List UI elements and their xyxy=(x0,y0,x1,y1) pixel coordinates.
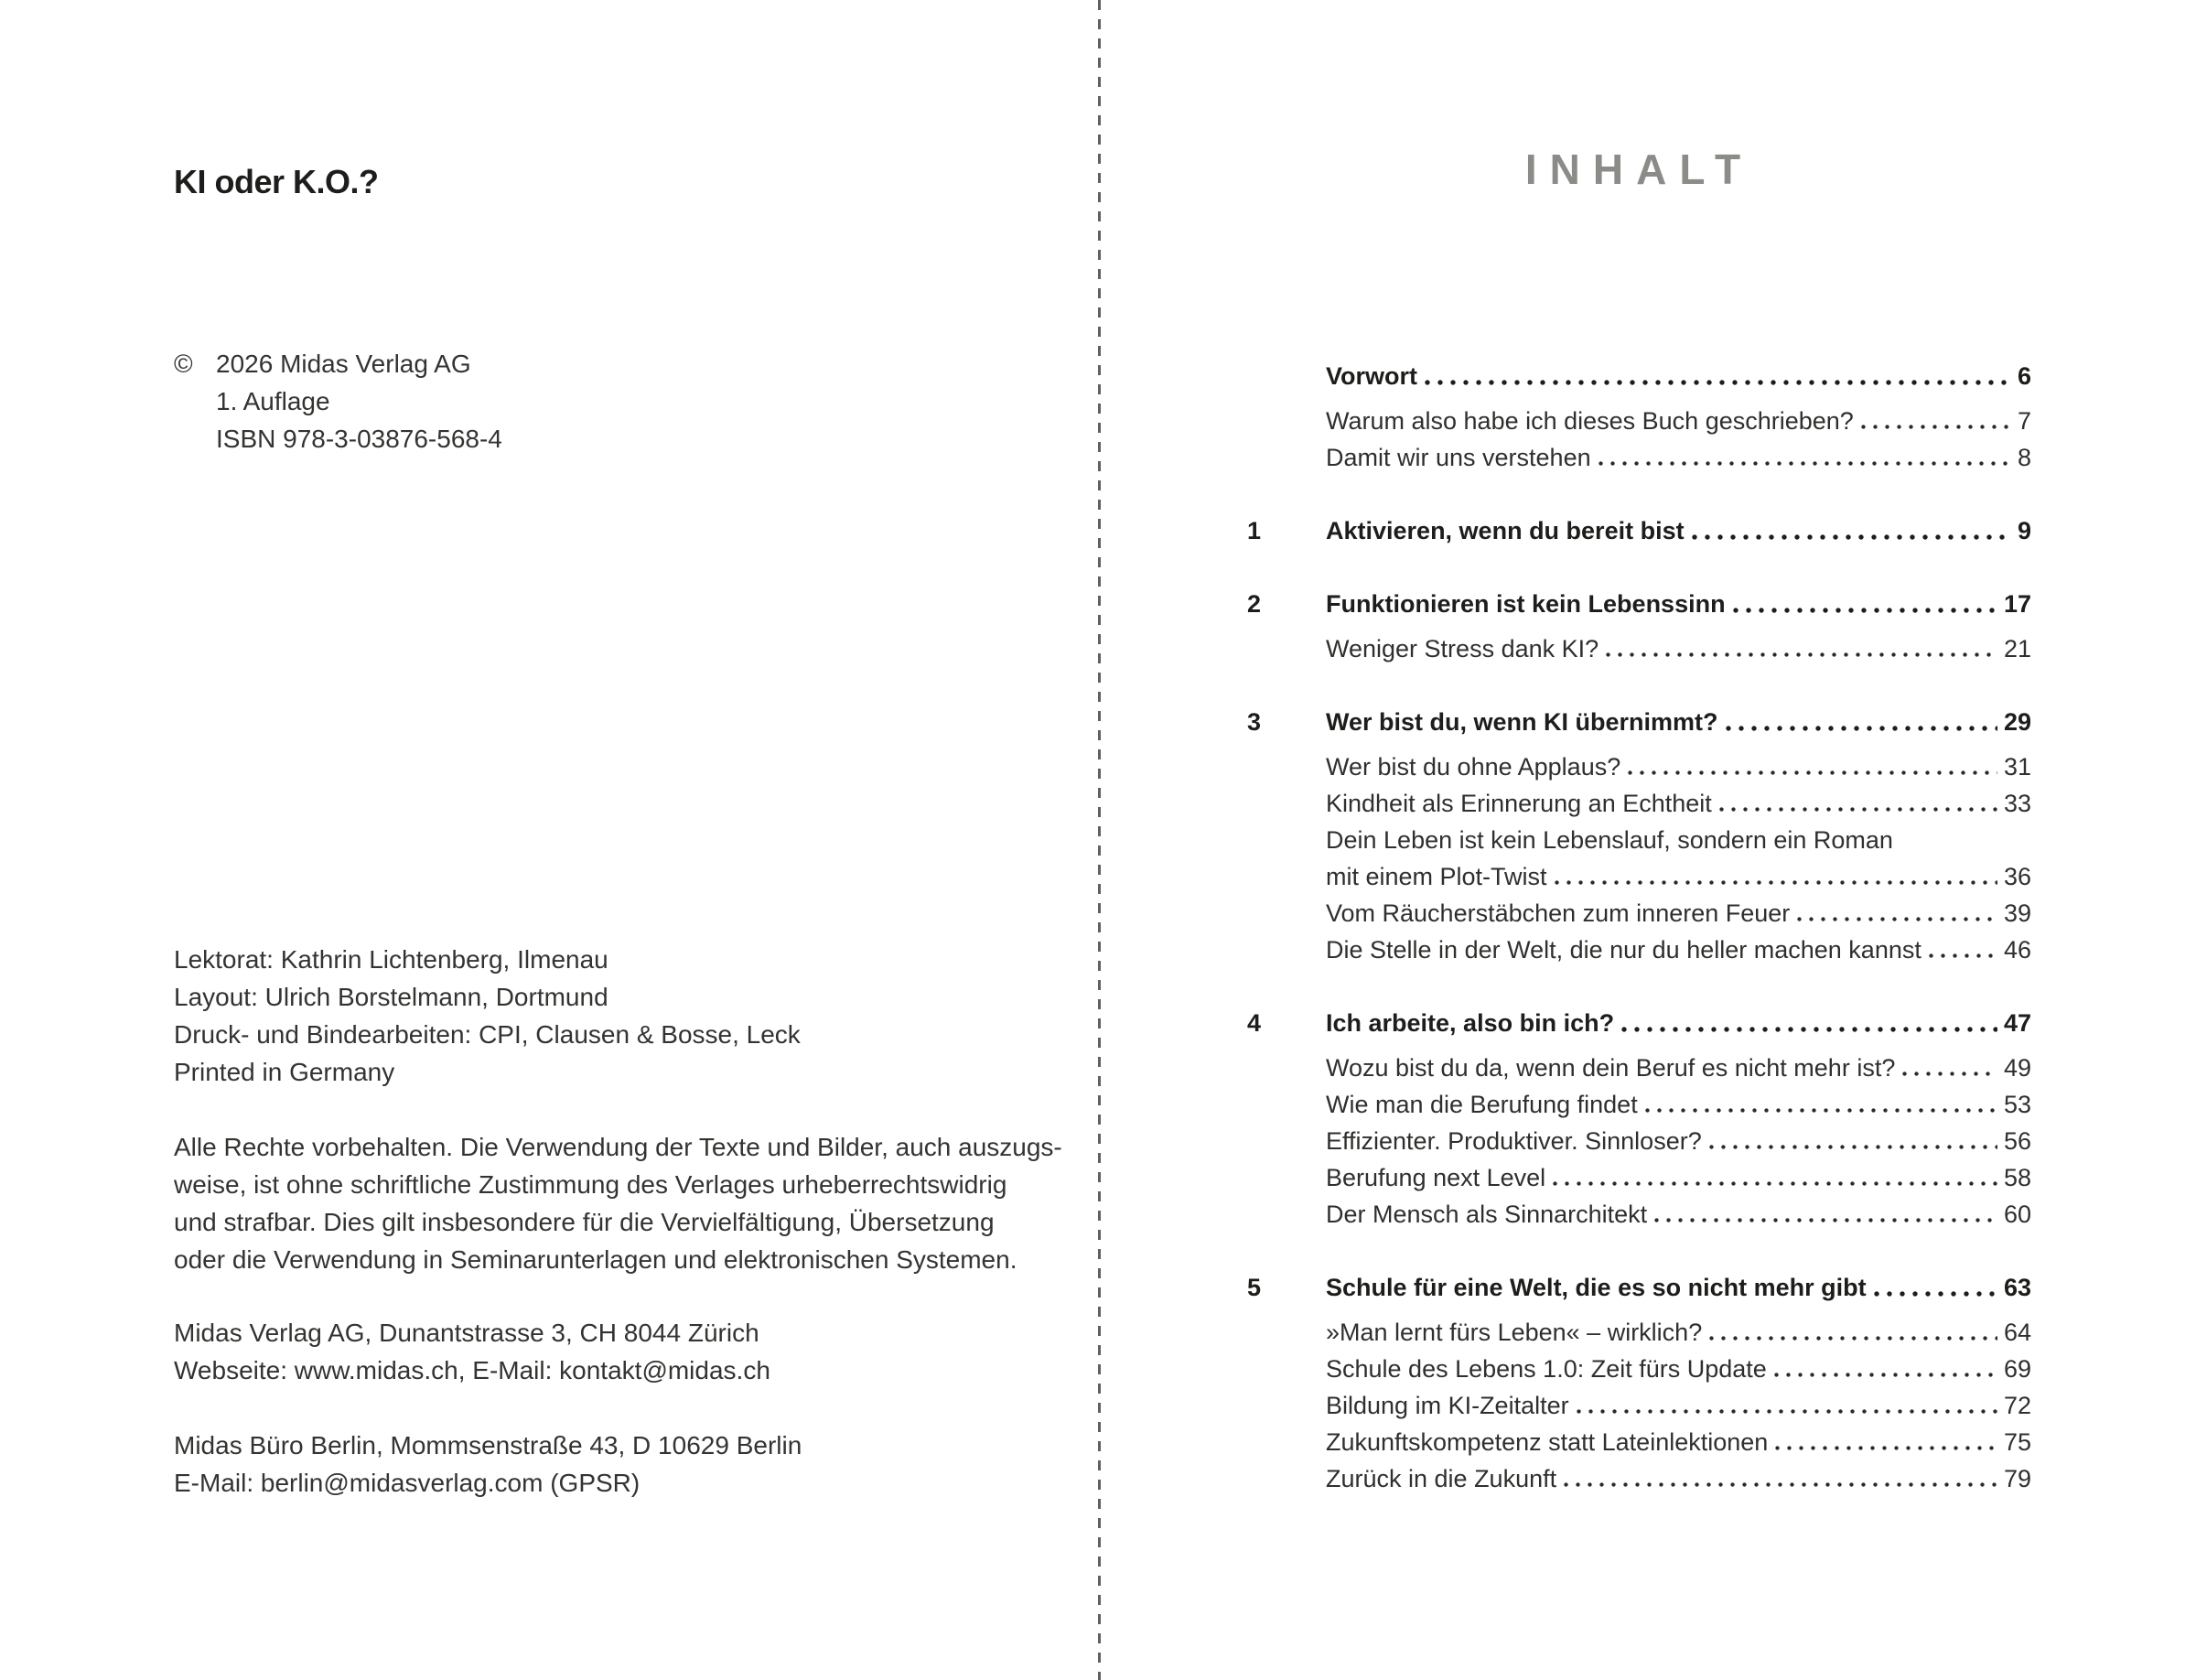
toc-page-number: 6 xyxy=(2017,362,2031,390)
chapter-number: 1 xyxy=(1247,517,1262,544)
toc-entry-row xyxy=(1247,1123,2031,1159)
toc-entry-row xyxy=(1247,403,2031,439)
dot-leader xyxy=(1599,461,2011,466)
toc-entry-title: Warum also habe ich dieses Buch geschrieben? xyxy=(1326,407,1854,435)
toc-page-number: 56 xyxy=(2003,1127,2031,1155)
toc-page-number: 31 xyxy=(2003,753,2031,781)
dot-leader xyxy=(1775,1446,1997,1450)
toc-entry-title: Vorwort xyxy=(1326,362,1417,390)
dot-leader xyxy=(1874,1291,1997,1297)
toc-entry-title: Schule für eine Welt, die es so nicht mehr gibt xyxy=(1326,1274,1867,1301)
toc-entry-row xyxy=(1247,1086,2031,1123)
chapter-number: 5 xyxy=(1247,1274,1262,1301)
toc-entry-title: Der Mensch als Sinnarchitekt xyxy=(1326,1201,1648,1228)
toc-entry-title: Aktivieren, wenn du bereit bist xyxy=(1326,517,1685,544)
toc-entry-title: Wie man die Berufung findet xyxy=(1326,1091,1638,1118)
dot-leader xyxy=(1621,1027,1997,1032)
toc-page-number: 64 xyxy=(2003,1319,2031,1346)
toc-entry-title: Weniger Stress dank KI? xyxy=(1326,635,1599,662)
toc-entry-row xyxy=(1247,1314,2031,1351)
dot-leader xyxy=(1719,807,1997,812)
copyright-block xyxy=(174,345,502,458)
address-zurich-block xyxy=(174,1314,770,1389)
toc-entry-title: Wer bist du ohne Applaus? xyxy=(1326,753,1621,781)
toc-page-number: 79 xyxy=(2003,1465,2031,1492)
toc-entry-row xyxy=(1247,895,2031,932)
toc-entry-row xyxy=(1247,858,2031,895)
text-line: oder die Verwendung in Seminarunterlagen und elektronischen Systemen. xyxy=(174,1245,1017,1274)
toc-page-number: 53 xyxy=(2003,1091,2031,1118)
toc-page-number: 7 xyxy=(2017,407,2031,435)
toc-entry-title: Wozu bist du da, wenn dein Beruf es nicht mehr ist? xyxy=(1326,1054,1896,1082)
dot-leader xyxy=(1774,1373,1997,1377)
text-line: Lektorat: Kathrin Lichtenberg, Ilmenau xyxy=(174,945,608,974)
toc-entry-title: Zurück in die Zukunft xyxy=(1326,1465,1557,1492)
address-berlin-block xyxy=(174,1427,802,1502)
toc-page-number: 75 xyxy=(2003,1428,2031,1456)
dot-leader xyxy=(1726,726,1997,731)
text-line: 2026 Midas Verlag AG xyxy=(216,350,471,378)
dot-leader xyxy=(1733,608,1997,613)
rights-block xyxy=(174,1128,1062,1278)
toc-entry-row xyxy=(1247,1351,2031,1387)
toc-entry-row xyxy=(1247,1387,2031,1424)
toc-list xyxy=(1247,358,2031,1497)
text-line: E-Mail: berlin@midasverlag.com (GPSR) xyxy=(174,1469,640,1497)
text-line: ISBN 978-3-03876-568-4 xyxy=(216,425,502,453)
toc-entry-row xyxy=(1247,1050,2031,1086)
dot-leader xyxy=(1709,1336,1997,1341)
toc-entry-row xyxy=(1247,822,2031,858)
toc-page-number: 33 xyxy=(2003,790,2031,817)
page-fold-dashed-divider xyxy=(1098,0,1101,1680)
chapter-number: 3 xyxy=(1247,708,1262,736)
dot-leader xyxy=(1654,1218,1997,1222)
toc-entry-row xyxy=(1247,1196,2031,1233)
toc-entry-title: Effizienter. Produktiver. Sinnloser? xyxy=(1326,1127,1702,1155)
toc-entry-title: Schule des Lebens 1.0: Zeit fürs Update xyxy=(1326,1355,1767,1383)
toc-page-number: 39 xyxy=(2003,899,2031,927)
toc-entry-title: Zukunftskompetenz statt Lateinlektionen xyxy=(1326,1428,1769,1456)
toc-page-number: 29 xyxy=(2003,708,2031,736)
dot-leader xyxy=(1709,1145,1997,1149)
toc-entry-title: Berufung next Level xyxy=(1326,1164,1546,1191)
toc-page-number: 58 xyxy=(2003,1164,2031,1191)
toc-entry-title: Ich arbeite, also bin ich? xyxy=(1326,1009,1615,1037)
copyright-lines xyxy=(216,345,502,458)
toc-chapter-row xyxy=(1247,704,2031,740)
toc-page-number: 69 xyxy=(2003,1355,2031,1383)
copyright-symbol: © xyxy=(174,350,193,378)
dot-leader xyxy=(1425,380,2011,385)
toc-entry-title: Wer bist du, wenn KI übernimmt? xyxy=(1326,708,1718,736)
chapter-number: 4 xyxy=(1247,1009,1262,1037)
toc-entry-title: Damit wir uns verstehen xyxy=(1326,444,1591,471)
toc-entry-row xyxy=(1247,439,2031,476)
toc-entry-row xyxy=(1247,1424,2031,1460)
text-line: Druck- und Bindearbeiten: CPI, Clausen & Bosse, Leck xyxy=(174,1020,801,1049)
toc-page-number: 8 xyxy=(2017,444,2031,471)
text-line: 1. Auflage xyxy=(216,387,330,415)
text-line: Midas Verlag AG, Dunantstrasse 3, CH 8044 Zürich xyxy=(174,1319,759,1347)
dot-leader xyxy=(1645,1108,1997,1113)
toc-chapter-row xyxy=(1247,1005,2031,1041)
toc-entry-row xyxy=(1247,630,2031,667)
dot-leader xyxy=(1902,1072,1997,1076)
toc-chapter-row xyxy=(1247,586,2031,622)
toc-entry-row xyxy=(1247,748,2031,785)
toc-entry-row xyxy=(1247,1460,2031,1497)
chapter-number: 2 xyxy=(1247,590,1262,618)
toc-entry-title: Dein Leben ist kein Lebenslauf, sondern ein Roman xyxy=(1326,826,1893,854)
toc-page-number: 46 xyxy=(2003,936,2031,964)
dot-leader xyxy=(1553,1181,1997,1186)
toc-page-number: 36 xyxy=(2003,863,2031,890)
text-line: und strafbar. Dies gilt insbesondere für die Vervielfältigung, Übersetzung xyxy=(174,1208,995,1236)
credits-block xyxy=(174,941,801,1091)
text-line: Alle Rechte vorbehalten. Die Verwendung der Texte und Bilder, auch auszugs- xyxy=(174,1133,1062,1161)
toc-page-number: 17 xyxy=(2003,590,2031,618)
text-line: weise, ist ohne schriftliche Zustimmung des Verlages urheberrechtswidrig xyxy=(174,1170,1007,1199)
dot-leader xyxy=(1628,770,1997,775)
dot-leader xyxy=(1564,1482,1997,1487)
dot-leader xyxy=(1692,534,2011,540)
toc-entry-title: Bildung im KI-Zeitalter xyxy=(1326,1392,1569,1419)
toc-entry-row xyxy=(1247,785,2031,822)
toc-page-number: 72 xyxy=(2003,1392,2031,1419)
toc-page-number: 47 xyxy=(2003,1009,2031,1037)
toc-entry-title: Vom Räucherstäbchen zum inneren Feuer xyxy=(1326,899,1791,927)
toc-entry-title: Funktionieren ist kein Lebenssinn xyxy=(1326,590,1726,618)
toc-page-number: 49 xyxy=(2003,1054,2031,1082)
dot-leader xyxy=(1861,425,2011,429)
dot-leader xyxy=(1555,880,1997,885)
toc-page-number: 63 xyxy=(2003,1274,2031,1301)
text-line: Layout: Ulrich Borstelmann, Dortmund xyxy=(174,983,608,1011)
text-line: Midas Büro Berlin, Mommsenstraße 43, D 10629 Berlin xyxy=(174,1431,802,1459)
toc-entry-row xyxy=(1247,1159,2031,1196)
toc-page-number: 60 xyxy=(2003,1201,2031,1228)
toc-entry-title: »Man lernt fürs Leben« – wirklich? xyxy=(1326,1319,1703,1346)
toc-chapter-row xyxy=(1247,1269,2031,1306)
toc-chapter-row xyxy=(1247,358,2031,394)
toc-page-number: 21 xyxy=(2003,635,2031,662)
toc-heading: INHALT xyxy=(1524,145,1754,193)
toc-entry-title: Die Stelle in der Welt, die nur du heller machen kannst xyxy=(1326,936,1922,964)
text-line: Webseite: www.midas.ch, E-Mail: kontakt@midas.ch xyxy=(174,1356,770,1384)
dot-leader xyxy=(1929,953,1997,958)
toc-entry-row xyxy=(1247,932,2031,968)
toc-page-number: 9 xyxy=(2017,517,2031,544)
text-line: Printed in Germany xyxy=(174,1058,395,1086)
dot-leader xyxy=(1797,917,1997,921)
toc-entry-title: mit einem Plot-Twist xyxy=(1326,863,1547,890)
toc-chapter-row xyxy=(1247,512,2031,549)
book-title: KI oder K.O.? xyxy=(174,163,379,200)
toc-entry-title: Kindheit als Erinnerung an Echtheit xyxy=(1326,790,1712,817)
dot-leader xyxy=(1606,652,1997,657)
dot-leader xyxy=(1577,1409,1997,1414)
